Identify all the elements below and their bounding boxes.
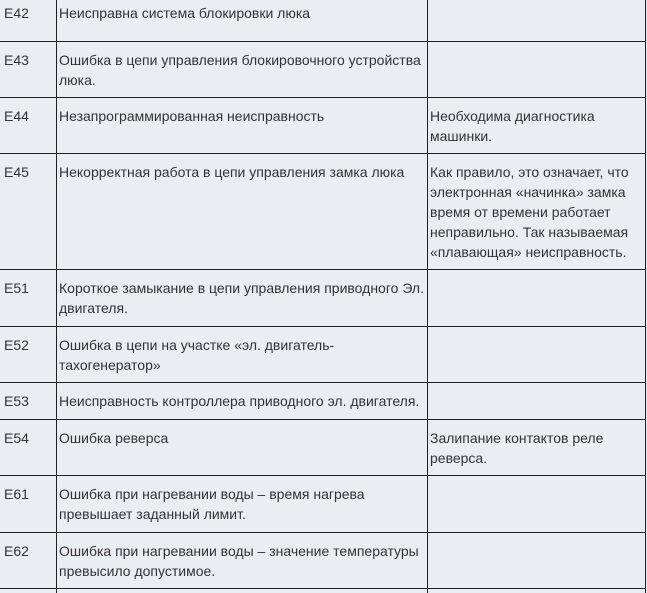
error-note	[430, 383, 643, 391]
error-note-cell	[428, 154, 646, 270]
table-row	[0, 154, 646, 270]
table-row	[0, 98, 646, 154]
table-row	[0, 476, 646, 533]
error-description: Ошибка в цепи управления блокировочного устройства люка.	[59, 52, 421, 88]
error-description: Незапрограммированная неисправность	[59, 108, 325, 124]
error-code: E62	[4, 543, 29, 559]
error-note-cell	[428, 420, 646, 476]
error-description-cell	[57, 383, 428, 420]
error-note	[430, 270, 643, 278]
error-code: E53	[4, 393, 29, 409]
error-note	[430, 589, 643, 593]
error-code-cell	[0, 0, 57, 42]
error-code-cell	[0, 589, 57, 593]
table-row	[0, 589, 646, 593]
error-code-cell	[0, 420, 57, 476]
table-row	[0, 42, 646, 98]
error-description: Некорректная работа в цепи управления замка люка	[59, 164, 405, 180]
error-description: Ошибка в цепи на участке «эл. двигатель-тахогенератор»	[59, 337, 335, 373]
error-note-cell	[428, 327, 646, 383]
error-note-cell	[428, 270, 646, 327]
error-code-cell	[0, 154, 57, 270]
error-code: E43	[4, 52, 29, 68]
table-row	[0, 420, 646, 476]
error-code-cell	[0, 533, 57, 589]
error-note-cell	[428, 383, 646, 420]
error-description: Ошибка при нагревании воды – время нагрева превышает заданный лимит.	[59, 486, 365, 522]
table-row	[0, 327, 646, 383]
error-note: Залипание контактов реле реверса.	[430, 430, 604, 466]
error-description	[59, 589, 425, 593]
error-code-cell	[0, 476, 57, 533]
error-code	[4, 589, 54, 593]
error-note: Необходима диагностика машинки.	[430, 108, 595, 144]
error-code: E52	[4, 337, 29, 353]
error-description-cell	[57, 270, 428, 327]
error-description-cell	[57, 533, 428, 589]
error-description-cell	[57, 589, 428, 593]
error-code-cell	[0, 98, 57, 154]
error-code-cell	[0, 383, 57, 420]
error-code: E61	[4, 486, 29, 502]
error-code-cell	[0, 327, 57, 383]
error-note	[430, 42, 643, 50]
error-description-cell	[57, 154, 428, 270]
error-description-cell	[57, 98, 428, 154]
error-note-cell	[428, 533, 646, 589]
error-code-cell	[0, 42, 57, 98]
error-description-cell	[57, 0, 428, 42]
error-description-cell	[57, 42, 428, 98]
error-description: Ошибка реверса	[59, 430, 169, 446]
error-note	[430, 327, 643, 335]
error-description: Неисправна система блокировки люка	[59, 5, 311, 21]
error-code-cell	[0, 270, 57, 327]
error-note-cell	[428, 0, 646, 42]
error-code: E45	[4, 164, 29, 180]
error-note-cell	[428, 42, 646, 98]
table-row	[0, 383, 646, 420]
error-description-cell	[57, 476, 428, 533]
error-description: Короткое замыкание в цепи управления приводного Эл. двигателя.	[59, 280, 424, 316]
error-note-cell	[428, 476, 646, 533]
error-description: Ошибка при нагревании воды – значение температуры превысило допустимое.	[59, 543, 419, 579]
error-note	[430, 533, 643, 541]
table-row	[0, 270, 646, 327]
error-note	[430, 0, 643, 3]
error-code: E42	[4, 5, 29, 21]
error-code: E44	[4, 108, 29, 124]
error-description-cell	[57, 327, 428, 383]
table-row	[0, 0, 646, 42]
error-description: Неисправность контроллера приводного эл. двигателя.	[59, 393, 420, 409]
error-note	[430, 476, 643, 484]
error-description-cell	[57, 420, 428, 476]
error-code: E54	[4, 430, 29, 446]
table-row	[0, 533, 646, 589]
error-note-cell	[428, 589, 646, 593]
error-note: Как правило, это означает, что электронная «начинка» замка время от времени работает неправильно. Так называемая «плавающая» неисправность.	[430, 164, 629, 260]
error-note-cell	[428, 98, 646, 154]
error-code: E51	[4, 280, 29, 296]
